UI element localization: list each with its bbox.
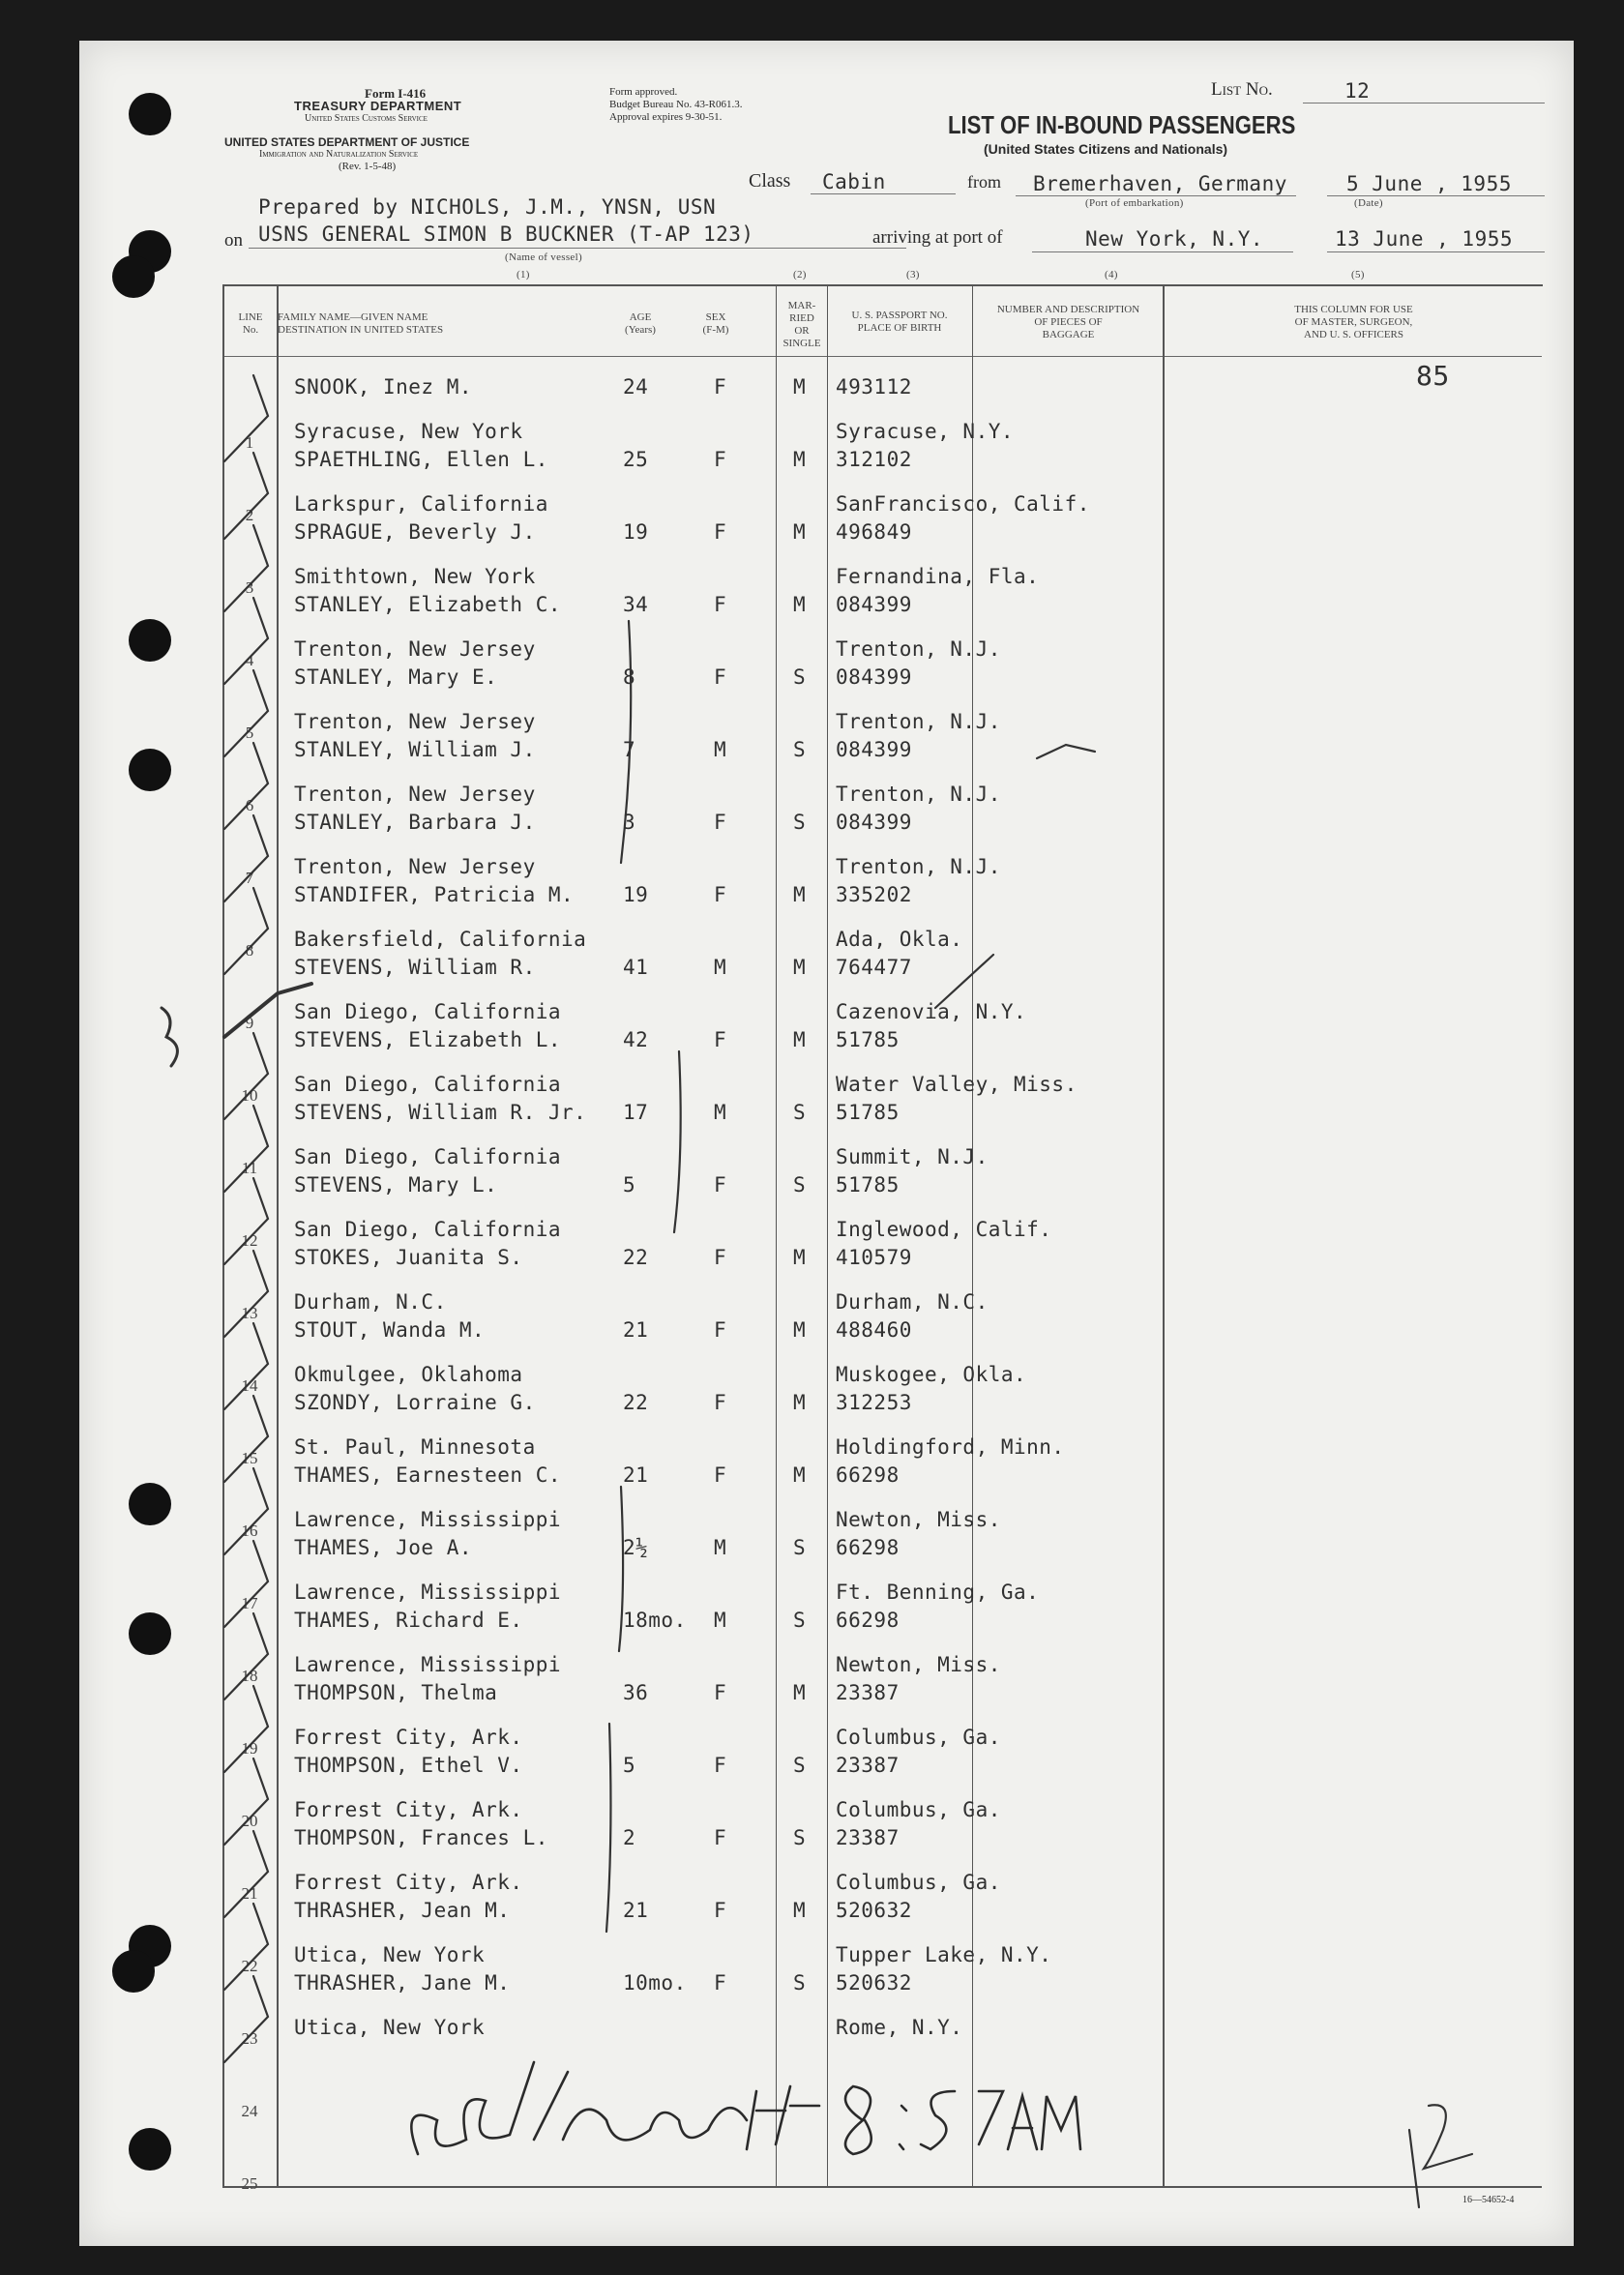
punch-hole (112, 1950, 155, 1993)
class-label: Class (749, 170, 791, 192)
passenger-sex: F (714, 1826, 727, 1849)
passport-number: 66298 (836, 1536, 900, 1559)
destination: Smithtown, New York (294, 565, 536, 588)
col-header-age: AGE (Years) (625, 311, 656, 336)
place-of-birth: Newton, Miss. (836, 1508, 1001, 1531)
destination: Trenton, New Jersey (294, 710, 536, 733)
marital-status: S (793, 738, 807, 761)
passenger-name: STANDIFER, Patricia M. (294, 883, 575, 906)
passenger-sex: F (714, 1463, 727, 1487)
passenger-name: THOMPSON, Ethel V. (294, 1754, 523, 1777)
marital-status: M (793, 593, 807, 616)
arrival-port: New York, N.Y. (1085, 227, 1264, 251)
col-header-passport: U. S. PASSPORT NO. PLACE OF BIRTH (851, 310, 948, 334)
line-number: 17 (241, 1594, 258, 1612)
punch-hole (129, 93, 171, 135)
passport-number: 764477 (836, 956, 912, 979)
passenger-name: THRASHER, Jane M. (294, 1971, 511, 1994)
place-of-birth: Trenton, N.J. (836, 855, 1001, 878)
embark-caption: (Port of embarkation) (1085, 197, 1184, 209)
place-of-birth: Trenton, N.J. (836, 783, 1001, 806)
passport-number: 410579 (836, 1246, 912, 1269)
marital-status: S (793, 1609, 807, 1632)
passenger-name: THRASHER, Jean M. (294, 1899, 511, 1922)
line-number: 11 (241, 1159, 258, 1177)
marital-status: S (793, 811, 807, 834)
place-of-birth: SanFrancisco, Calif. (836, 492, 1090, 516)
from-value: Bremerhaven, Germany (1033, 172, 1287, 195)
passenger-name: STANLEY, Elizabeth C. (294, 593, 562, 616)
line-number: 12 (241, 1231, 258, 1250)
passenger-age: 34 (623, 593, 649, 616)
passenger-sex: F (714, 1246, 727, 1269)
vessel-name: USNS GENERAL SIMON B BUCKNER (T-AP 123) (258, 222, 754, 246)
list-no-label: List No. (1211, 79, 1273, 100)
line-number: 16 (241, 1522, 258, 1540)
passenger-sex: F (714, 1391, 727, 1414)
place-of-birth: Columbus, Ga. (836, 1726, 1001, 1749)
punch-hole (112, 255, 155, 298)
passenger-sex: F (714, 1899, 727, 1922)
place-of-birth: Inglewood, Calif. (836, 1218, 1052, 1241)
marital-status: M (793, 1681, 807, 1704)
punch-hole (129, 2128, 171, 2171)
form-number: Form I-416 (365, 86, 427, 101)
passenger-age: 5 (623, 1173, 636, 1197)
passport-number: 51785 (836, 1028, 900, 1051)
passenger-sex: F (714, 1173, 727, 1197)
passport-number: 312102 (836, 448, 912, 471)
passenger-age: 18mo. (623, 1609, 687, 1632)
passenger-sex: F (714, 883, 727, 906)
passenger-sex: F (714, 1028, 727, 1051)
destination: Trenton, New Jersey (294, 855, 536, 878)
arriving-label: arriving at port of (872, 227, 1003, 248)
col-num-4: (4) (1105, 269, 1118, 281)
passenger-name: THAMES, Joe A. (294, 1536, 473, 1559)
line-number: 18 (241, 1667, 258, 1685)
line-number: 15 (241, 1449, 258, 1467)
passenger-name: SNOOK, Inez M. (294, 375, 473, 399)
list-no-value: 12 (1344, 79, 1371, 103)
line-number: 5 (245, 724, 254, 742)
line-number: 25 (241, 2174, 258, 2193)
col-num-2: (2) (793, 269, 807, 281)
marital-status: M (793, 375, 807, 399)
destination: Bakersfield, California (294, 928, 587, 951)
destination: Syracuse, New York (294, 420, 523, 443)
place-of-birth: Columbus, Ga. (836, 1871, 1001, 1894)
passenger-age: 22 (623, 1246, 649, 1269)
line-number: 10 (241, 1086, 258, 1105)
col-num-3: (3) (906, 269, 920, 281)
passport-number: 493112 (836, 375, 912, 399)
line-number: 8 (245, 941, 254, 960)
passenger-name: STANLEY, William J. (294, 738, 536, 761)
ins-service: Immigration and Naturalization Service (259, 149, 419, 160)
place-of-birth: Holdingford, Minn. (836, 1435, 1065, 1459)
passenger-sex: F (714, 1754, 727, 1777)
line-number: 3 (245, 578, 254, 597)
place-of-birth: Durham, N.C. (836, 1290, 989, 1314)
marital-status: S (793, 1173, 807, 1197)
place-of-birth: Columbus, Ga. (836, 1798, 1001, 1821)
passport-number: 335202 (836, 883, 912, 906)
approval-1: Form approved. (609, 86, 678, 98)
passport-number: 496849 (836, 520, 912, 544)
passenger-name: THAMES, Richard E. (294, 1609, 523, 1632)
marital-status: S (793, 1101, 807, 1124)
destination: Trenton, New Jersey (294, 783, 536, 806)
destination: Forrest City, Ark. (294, 1726, 523, 1749)
passport-number: 488460 (836, 1318, 912, 1342)
passenger-sex: M (714, 956, 727, 979)
marital-status: M (793, 520, 807, 544)
passenger-sex: F (714, 1971, 727, 1994)
passenger-sex: M (714, 738, 727, 761)
passenger-age: 5 (623, 1754, 636, 1777)
passenger-age: 24 (623, 375, 649, 399)
passenger-age: 3 (623, 811, 636, 834)
list-subtitle: (United States Citizens and Nationals) (984, 141, 1228, 157)
passenger-age: 36 (623, 1681, 649, 1704)
footer-code: 16—54652-4 (1462, 2195, 1515, 2205)
line-number: 2 (245, 506, 254, 524)
passport-number: 084399 (836, 593, 912, 616)
passenger-name: STOKES, Juanita S. (294, 1246, 523, 1269)
marital-status: S (793, 1826, 807, 1849)
marital-status: M (793, 883, 807, 906)
destination: Lawrence, Mississippi (294, 1581, 562, 1604)
destination: Trenton, New Jersey (294, 637, 536, 661)
passenger-age: 2½ (623, 1536, 649, 1559)
passenger-sex: F (714, 375, 727, 399)
destination: Durham, N.C. (294, 1290, 447, 1314)
destination: San Diego, California (294, 1145, 562, 1168)
passenger-name: STANLEY, Mary E. (294, 665, 498, 689)
marital-status: S (793, 1536, 807, 1559)
passport-number: 51785 (836, 1101, 900, 1124)
destination: Utica, New York (294, 2016, 486, 2039)
passenger-age: 7 (623, 738, 636, 761)
col-num-5: (5) (1351, 269, 1365, 281)
treasury-dept: TREASURY DEPARTMENT (294, 99, 462, 113)
punch-hole (129, 619, 171, 662)
destination: Forrest City, Ark. (294, 1798, 523, 1821)
destination: Lawrence, Mississippi (294, 1508, 562, 1531)
passenger-name: SPAETHLING, Ellen L. (294, 448, 548, 471)
passenger-age: 42 (623, 1028, 649, 1051)
passport-number: 23387 (836, 1826, 900, 1849)
approval-3: Approval expires 9-30-51. (609, 111, 723, 123)
passenger-name: STEVENS, William R. (294, 956, 536, 979)
passenger-name: STEVENS, William R. Jr. (294, 1101, 587, 1124)
passenger-age: 21 (623, 1899, 649, 1922)
passport-number: 084399 (836, 738, 912, 761)
place-of-birth: Summit, N.J. (836, 1145, 989, 1168)
passenger-sex: M (714, 1536, 727, 1559)
line-number: 1 (245, 433, 254, 452)
place-of-birth: Cazenovia, N.Y. (836, 1000, 1027, 1023)
class-value: Cabin (822, 170, 886, 193)
destination: St. Paul, Minnesota (294, 1435, 536, 1459)
place-of-birth: Newton, Miss. (836, 1653, 1001, 1676)
marital-status: S (793, 665, 807, 689)
line-number: 22 (241, 1957, 258, 1975)
passenger-name: THOMPSON, Frances L. (294, 1826, 548, 1849)
line-number: 19 (241, 1739, 258, 1758)
place-of-birth: Trenton, N.J. (836, 710, 1001, 733)
marital-status: M (793, 448, 807, 471)
passenger-name: THOMPSON, Thelma (294, 1681, 498, 1704)
passenger-age: 21 (623, 1463, 649, 1487)
place-of-birth: Muskogee, Okla. (836, 1363, 1027, 1386)
col-header-sex: SEX (F-M) (702, 311, 729, 336)
from-label: from (967, 172, 1001, 192)
manifest-page (79, 41, 1574, 2246)
marital-status: M (793, 1028, 807, 1051)
destination: Lawrence, Mississippi (294, 1653, 562, 1676)
marital-status: M (793, 1463, 807, 1487)
passenger-name: STANLEY, Barbara J. (294, 811, 536, 834)
passenger-sex: F (714, 665, 727, 689)
line-number: 7 (245, 869, 254, 887)
passenger-name: STEVENS, Elizabeth L. (294, 1028, 562, 1051)
destination: San Diego, California (294, 1073, 562, 1096)
passenger-name: SZONDY, Lorraine G. (294, 1391, 536, 1414)
place-of-birth: Ada, Okla. (836, 928, 963, 951)
col-num-1: (1) (517, 269, 530, 281)
destination: Forrest City, Ark. (294, 1871, 523, 1894)
passenger-sex: F (714, 448, 727, 471)
place-of-birth: Ft. Benning, Ga. (836, 1581, 1040, 1604)
passenger-sex: F (714, 1318, 727, 1342)
place-of-birth: Rome, N.Y. (836, 2016, 963, 2039)
line-number: 21 (241, 1884, 258, 1903)
passenger-sex: F (714, 1681, 727, 1704)
passport-number: 084399 (836, 665, 912, 689)
passenger-sex: F (714, 811, 727, 834)
passenger-name: SPRAGUE, Beverly J. (294, 520, 536, 544)
passenger-age: 19 (623, 520, 649, 544)
passenger-age: 21 (623, 1318, 649, 1342)
marital-status: M (793, 1318, 807, 1342)
line-number: 20 (241, 1812, 258, 1830)
passenger-sex: F (714, 520, 727, 544)
vessel-caption: (Name of vessel) (505, 251, 582, 263)
col-header-line: LINE No. (238, 311, 263, 336)
line-number: 24 (241, 2102, 258, 2120)
passenger-sex: F (714, 593, 727, 616)
revision: (Rev. 1-5-48) (339, 161, 397, 172)
passenger-name: STOUT, Wanda M. (294, 1318, 486, 1342)
officer-note: 85 (1416, 360, 1450, 392)
passport-number: 520632 (836, 1971, 912, 1994)
line-number: 14 (241, 1376, 258, 1395)
marital-status: S (793, 1971, 807, 1994)
passport-number: 520632 (836, 1899, 912, 1922)
line-number: 13 (241, 1304, 258, 1322)
prepared-by: Prepared by NICHOLS, J.M., YNSN, USN (258, 195, 717, 219)
passport-number: 23387 (836, 1681, 900, 1704)
list-title: LIST OF IN-BOUND PASSENGERS (948, 110, 1296, 139)
passenger-sex: M (714, 1609, 727, 1632)
passport-number: 23387 (836, 1754, 900, 1777)
marital-status: S (793, 1754, 807, 1777)
col-header-name: FAMILY NAME—GIVEN NAME DESTINATION IN UNITED STATES (278, 311, 444, 336)
col-header-baggage: NUMBER AND DESCRIPTION OF PIECES OF BAGGAGE (996, 304, 1140, 340)
customs-service: United States Customs Service (305, 113, 428, 124)
destination: San Diego, California (294, 1218, 562, 1241)
passenger-age: 2 (623, 1826, 636, 1849)
date-caption: (Date) (1354, 197, 1383, 209)
col-header-married: MAR- RIED OR SINGLE (782, 300, 821, 349)
place-of-birth: Fernandina, Fla. (836, 565, 1040, 588)
passenger-age: 25 (623, 448, 649, 471)
place-of-birth: Tupper Lake, N.Y. (836, 1943, 1052, 1966)
passport-number: 084399 (836, 811, 912, 834)
marital-status: M (793, 1899, 807, 1922)
passenger-sex: M (714, 1101, 727, 1124)
col-header-officers: THIS COLUMN FOR USE OF MASTER, SURGEON, AND U. S. OFFICERS (1294, 304, 1413, 340)
destination: Okmulgee, Oklahoma (294, 1363, 523, 1386)
passport-number: 51785 (836, 1173, 900, 1197)
passenger-age: 41 (623, 956, 649, 979)
punch-hole (129, 749, 171, 791)
line-number: 9 (245, 1014, 254, 1032)
passenger-age: 19 (623, 883, 649, 906)
destination: Larkspur, California (294, 492, 548, 516)
line-number: 6 (245, 796, 254, 814)
line-number: 23 (241, 2029, 258, 2048)
passenger-age: 10mo. (623, 1971, 687, 1994)
marital-status: M (793, 1391, 807, 1414)
passenger-age: 17 (623, 1101, 649, 1124)
handwritten-marks (79, 41, 1574, 2246)
passenger-age: 22 (623, 1391, 649, 1414)
place-of-birth: Syracuse, N.Y. (836, 420, 1015, 443)
arrival-date: 13 June , 1955 (1335, 227, 1514, 251)
marital-status: M (793, 1246, 807, 1269)
passenger-name: THAMES, Earnesteen C. (294, 1463, 562, 1487)
passport-number: 66298 (836, 1463, 900, 1487)
passenger-name: STEVENS, Mary L. (294, 1173, 498, 1197)
embark-date: 5 June , 1955 (1346, 172, 1512, 195)
passenger-age: 8 (623, 665, 636, 689)
place-of-birth: Water Valley, Miss. (836, 1073, 1078, 1096)
destination: Utica, New York (294, 1943, 486, 1966)
on-label: on (224, 230, 243, 251)
approval-2: Budget Bureau No. 43-R061.3. (609, 99, 743, 110)
punch-hole (129, 1612, 171, 1655)
justice-dept: UNITED STATES DEPARTMENT OF JUSTICE (224, 135, 470, 149)
destination: San Diego, California (294, 1000, 562, 1023)
place-of-birth: Trenton, N.J. (836, 637, 1001, 661)
marital-status: M (793, 956, 807, 979)
passport-number: 66298 (836, 1609, 900, 1632)
line-number: 4 (245, 651, 254, 669)
punch-hole (129, 1483, 171, 1525)
passport-number: 312253 (836, 1391, 912, 1414)
